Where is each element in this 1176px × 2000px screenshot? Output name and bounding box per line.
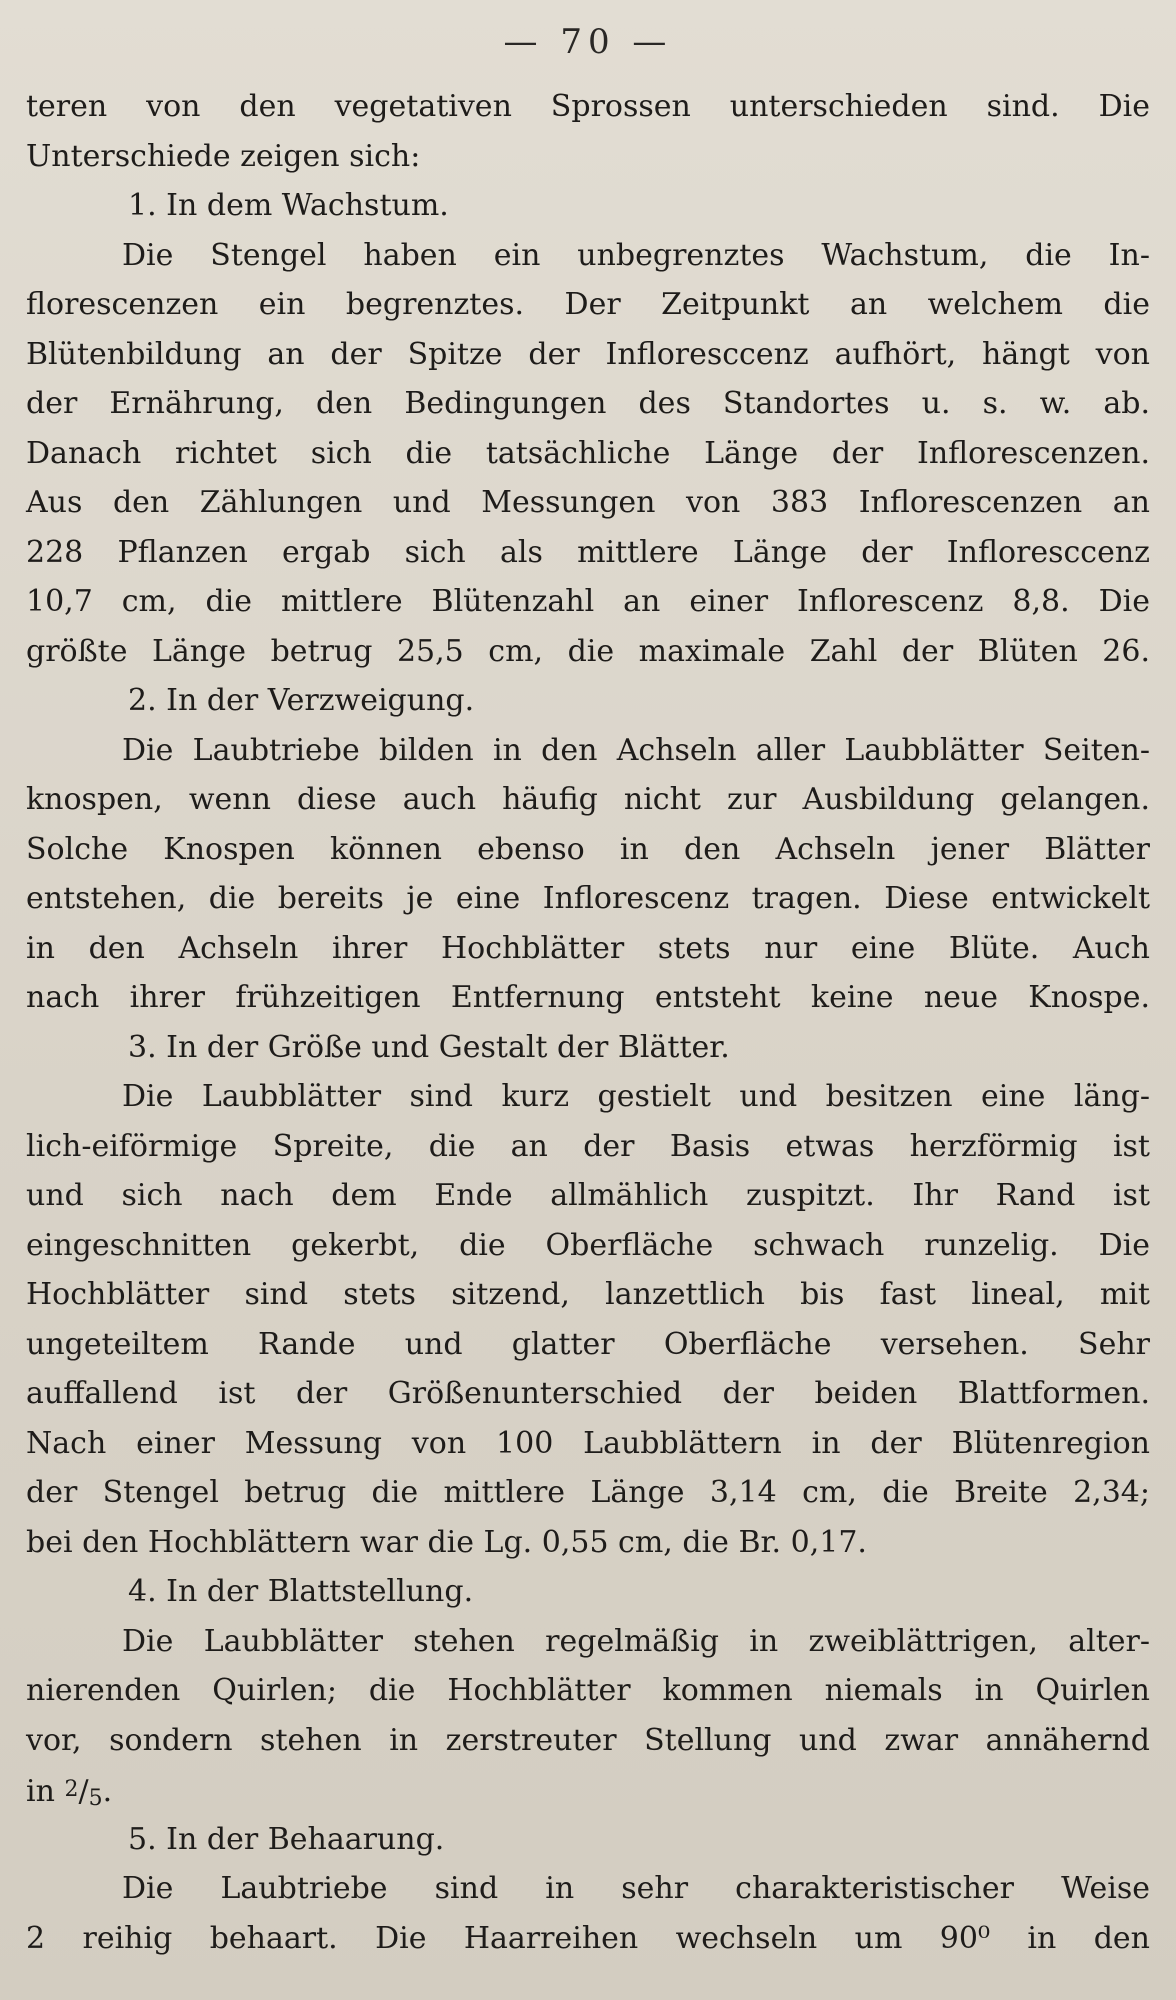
text-line: Blütenbildung an der Spitze der Infloresccenz aufhört, hängt von [26, 336, 1150, 372]
text-line: teren von den vegetativen Sprossen unterschieden sind. Die [26, 89, 1150, 124]
section-heading: 4. In der Blattstellung. [128, 1574, 474, 1609]
text-line: Die Laubtriebe bilden in den Achseln aller Laubblätter Seiten- [122, 732, 1150, 768]
text-line: vor, sondern stehen in zerstreuter Stellung und zwar annähernd [26, 1722, 1150, 1758]
text-line: 2 reihig behaart. Die Haarreihen wechseln um 90⁰ in den [26, 1920, 1150, 1956]
text-line: ungeteiltem Rande und glatter Oberfläche versehen. Sehr [26, 1326, 1150, 1362]
text-line: lich-eiförmige Spreite, die an der Basis etwas herzförmig ist [26, 1128, 1150, 1164]
section-heading: 5. In der Behaarung. [128, 1821, 445, 1857]
text-line: Die Laubblätter stehen regelmäßig in zweiblättrigen, alter- [122, 1623, 1150, 1659]
text-line: eingeschnitten gekerbt, die Oberfläche schwach runzelig. Die [26, 1227, 1150, 1263]
text-line: Nach einer Messung von 100 Laubblättern in der Blütenregion [26, 1425, 1150, 1461]
text-line: Hochblätter sind stets sitzend, lanzettlich bis fast lineal, mit [26, 1277, 1150, 1312]
page-number: — 70 — [503, 22, 673, 62]
text-line: nach ihrer frühzeitigen Entfernung entsteht keine neue Knospe. [26, 980, 1150, 1015]
text-line: und sich nach dem Ende allmählich zuspitzt. Ihr Rand ist [26, 1178, 1150, 1213]
fraction-numerator: 2 [64, 1777, 79, 1802]
fraction-denominator: 5 [88, 1786, 103, 1811]
text-line: in den Achseln ihrer Hochblätter stets nur eine Blüte. Auch [26, 930, 1150, 966]
text-line: knospen, wenn diese auch häufig nicht zur Ausbildung gelangen. [26, 782, 1150, 817]
text-line: Die Stengel haben ein unbegrenztes Wachstum, die In- [122, 237, 1150, 273]
text-line: nierenden Quirlen; die Hochblätter kommen niemals in Quirlen [26, 1673, 1150, 1708]
text-line: Aus den Zählungen und Messungen von 383 Inflorescenzen an [26, 485, 1150, 520]
section-heading: 3. In der Größe und Gestalt der Blätter. [128, 1029, 730, 1065]
text-line: Unterschiede zeigen sich: [26, 138, 421, 174]
text-line: Die Laubtriebe sind in sehr charakteristischer Weise [122, 1871, 1150, 1906]
text-line: 228 Pflanzen ergab sich als mittlere Länge der Infloresccenz [26, 534, 1150, 570]
text-line: Solche Knospen können ebenso in den Achseln jener Blätter [26, 831, 1150, 867]
text-line: entstehen, die bereits je eine Inflorescenz tragen. Diese entwickelt [26, 881, 1150, 916]
section-heading: 1. In dem Wachstum. [128, 188, 449, 223]
text-line: der Stengel betrug die mittlere Länge 3,14 cm, die Breite 2,34; [26, 1475, 1150, 1510]
text-line: bei den Hochblättern war die Lg. 0,55 cm, die Br. 0,17. [26, 1524, 867, 1560]
text-line: 10,7 cm, die mittlere Blütenzahl an einer Inflorescenz 8,8. Die [26, 584, 1150, 619]
text-line-fraction: in 2/5. [26, 1774, 113, 1811]
text-line: auffallend ist der Größenunterschied der beiden Blattformen. [26, 1376, 1150, 1411]
body-text [26, 82, 1150, 1963]
text-line: florescenzen ein begrenztes. Der Zeitpunkt an welchem die [26, 287, 1150, 322]
section-heading: 2. In der Verzweigung. [128, 683, 475, 718]
text-line: der Ernährung, den Bedingungen des Standortes u. s. w. ab. [26, 386, 1150, 421]
text-fragment: in [26, 1774, 55, 1809]
text-line: Die Laubblätter sind kurz gestielt und besitzen eine läng- [122, 1079, 1150, 1114]
fraction: 2/5 [64, 1774, 103, 1811]
text-line: Danach richtet sich die tatsächliche Länge der Inflorescenzen. [26, 435, 1150, 471]
text-line: größte Länge betrug 25,5 cm, die maximale Zahl der Blüten 26. [26, 633, 1150, 669]
